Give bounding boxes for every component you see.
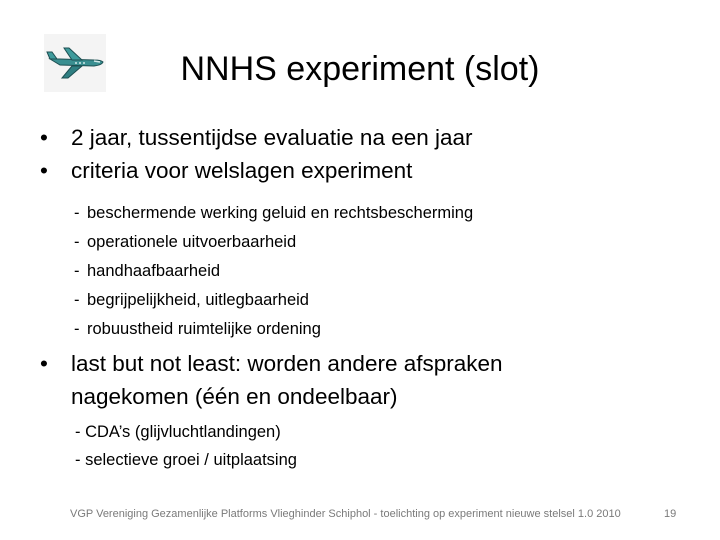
- bullet-agreements-line2: nagekomen (één en ondeelbaar): [71, 384, 398, 409]
- criteria-item: - operationele uitvoerbaarheid: [74, 228, 473, 257]
- agreements-list: [75, 418, 297, 474]
- airplane-icon: [44, 34, 106, 92]
- bullet-agreements: [40, 347, 600, 413]
- criteria-item: - begrijpelijkheid, uitlegbaarheid: [74, 286, 473, 315]
- criteria-item: - robuustheid ruimtelijke ordening: [74, 315, 473, 344]
- agreements-item: - selectieve groei / uitplaatsing: [75, 451, 297, 469]
- criteria-item: - handhaafbaarheid: [74, 257, 473, 286]
- criteria-list: [74, 199, 473, 344]
- bullet-agreements-line1: • last but not least: worden andere afspraken: [71, 351, 503, 376]
- agreements-item: - CDA’s (glijvluchtlandingen): [75, 423, 281, 441]
- airplane-logo: [44, 34, 106, 92]
- bullet-evaluation: • 2 jaar, tussentijdse evaluatie na een jaar: [40, 121, 473, 154]
- footer-text: VGP Vereniging Gezamenlijke Platforms Vlieghinder Schiphol - toelichting op experiment nieuwe stelsel 1.0 2010: [70, 508, 621, 520]
- main-bullet-list: [40, 121, 473, 187]
- bullet-criteria: • criteria voor welslagen experiment: [40, 154, 473, 187]
- slide-title: NNHS experiment (slot): [180, 50, 540, 88]
- page-number: 19: [664, 508, 677, 520]
- criteria-item: - beschermende werking geluid en rechtsbescherming: [74, 199, 473, 228]
